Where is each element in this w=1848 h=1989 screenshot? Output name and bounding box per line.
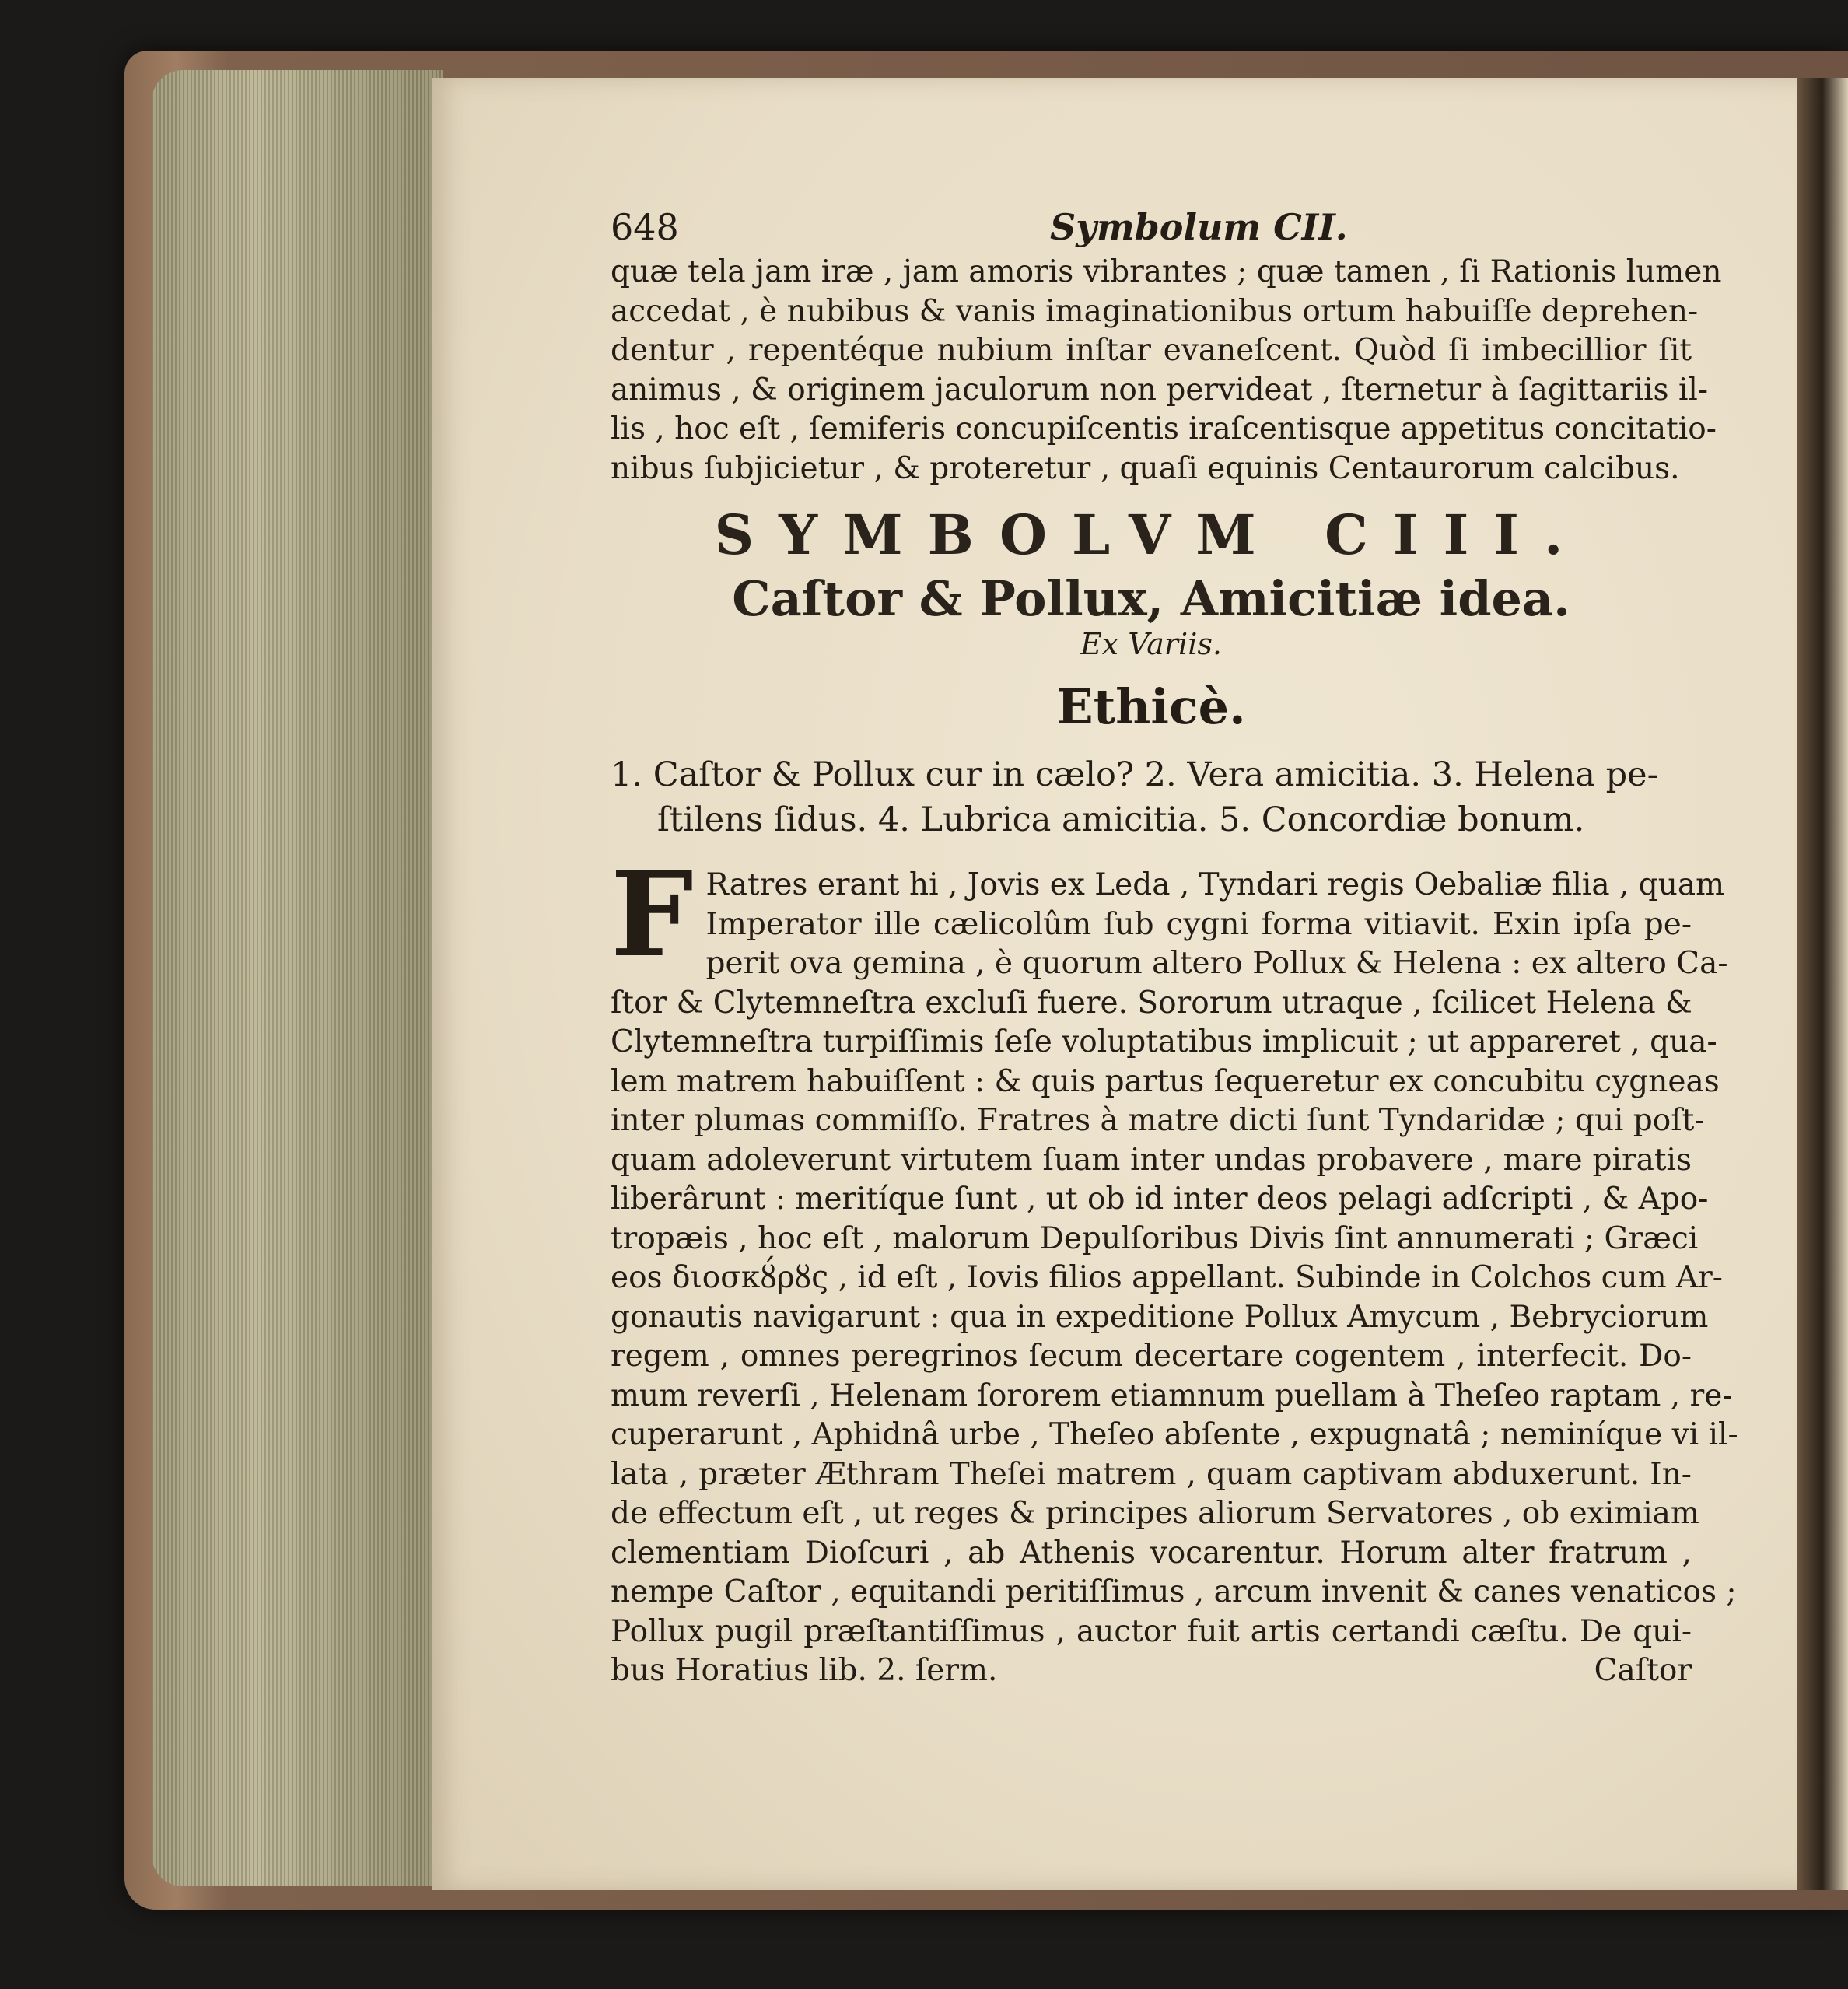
running-head [611, 206, 1692, 253]
section-heading: Ethicè. [1056, 678, 1246, 735]
text-line: clementiam Dioſcuri , ab Athenis vocarentur. Horum alter fratrum , [611, 1535, 1692, 1571]
drop-cap: F [611, 846, 694, 983]
source-note: Ex Variis. [1080, 627, 1222, 661]
text-line: lis , hoc eſt , ſemiferis concupiſcentis iraſcentisque appetitus concitatio- [611, 411, 1717, 446]
text-line: gonautis navigarunt : qua in expeditione Pollux Amycum , Bebryciorum [611, 1299, 1709, 1335]
page-number: 648 [611, 206, 679, 248]
text-line: mum reverſi , Helenam ſororem etiamnum puellam à Theſeo raptam , re- [611, 1378, 1733, 1413]
argument-line: ſtilens ſidus. 4. Lubrica amicitia. 5. Concordiæ bonum. [657, 800, 1585, 839]
text-line: ſtor & Clytemneſtra excluſi fuere. Sororum utraque , ſcilicet Helena & [611, 985, 1692, 1021]
text-line: animus , & originem jaculorum non pervideat , ſternetur à ſagittariis il- [611, 372, 1709, 408]
text-line: tropæis , hoc eſt , malorum Depulſoribus Divis ſint annumerati ; Græci [611, 1220, 1699, 1256]
text-line: Clytemneſtra turpiſſimis ſeſe voluptatibus implicuit ; ut appareret , qua- [611, 1024, 1717, 1059]
text-line: perit ova gemina , è quorum altero Pollux & Helena : ex altero Ca- [705, 946, 1728, 981]
page-edges [152, 70, 443, 1886]
text-line: eos διοσκȣ́ρȣς , id eſt , Iovis filios appellant. Subinde in Colchos cum Ar- [611, 1260, 1723, 1295]
text-line: lata , præter Æthram Theſei matrem , quam captivam abduxerunt. In- [611, 1456, 1692, 1492]
text-line: lem matrem habuiſſent : & quis partus ſequeretur ex concubitu cygneas [611, 1063, 1720, 1099]
text-line: quæ tela jam iræ , jam amoris vibrantes ; quæ tamen , ſi Rationis lumen [611, 254, 1722, 289]
text-line: Ratres erant hi , Jovis ex Leda , Tyndari regis Oebaliæ filia , quam [705, 867, 1725, 902]
text-line [611, 1651, 1692, 1691]
text-line: liberârunt : meritíque ſunt , ut ob id inter deos pelagi adſcripti , & Apo- [611, 1182, 1709, 1217]
text-line: quam adoleverunt virtutem ſuam inter undas probavere , mare piratis [611, 1142, 1692, 1178]
symbol-heading: SYMBOLVM CIII. [714, 503, 1588, 567]
catchword: Caſtor [1594, 1653, 1692, 1688]
text-line: Pollux pugil præſtantiſſimus , auctor fuit artis certandi cæſtu. De qui- [611, 1613, 1692, 1649]
page-content [611, 206, 1738, 1691]
text-line: de effectum eſt , ut reges & principes aliorum Servatores , ob eximiam [611, 1496, 1699, 1531]
text-line: regem , omnes peregrinos ſecum decertare cogentem , interfecit. Do- [611, 1339, 1692, 1374]
text-line: nibus ſubjicietur , & proteretur , quaſi equinis Centaurorum calcibus. [611, 450, 1680, 486]
intro-paragraph [611, 253, 1722, 488]
text-line: cuperarunt , Aphidnâ urbe , Theſeo abſente , expugnatâ ; neminíque vi il- [611, 1417, 1738, 1452]
text-line: nempe Caſtor , equitandi peritiſſimus , arcum invenit & canes venaticos ; [611, 1574, 1737, 1609]
argument-line: 1. Caſtor & Pollux cur in cælo? 2. Vera amicitia. 3. Helena pe- [611, 755, 1659, 794]
running-title: Symbolum CII. [1050, 206, 1348, 248]
last-line-text: bus Horatius lib. 2. ſerm. [611, 1653, 998, 1688]
argument-list [611, 752, 1692, 842]
text-line: Imperator ille cælicolûm ſub cygni forma vitiavit. Exin ipſa pe- [705, 906, 1692, 942]
text-line: accedat , è nubibus & vanis imaginationibus ortum habuiſſe deprehen- [611, 293, 1699, 329]
subtitle: Caſtor & Pollux, Amicitiæ idea. [732, 570, 1570, 627]
text-line: inter plumas commiſſo. Fratres à matre dicti ſunt Tyndaridæ ; qui poſt- [611, 1103, 1705, 1138]
text-line: dentur , repentéque nubium inſtar evaneſcent. Quòd ſi imbecillior ſit [611, 333, 1692, 368]
main-paragraph [611, 846, 1738, 1691]
gutter [1797, 78, 1848, 1890]
